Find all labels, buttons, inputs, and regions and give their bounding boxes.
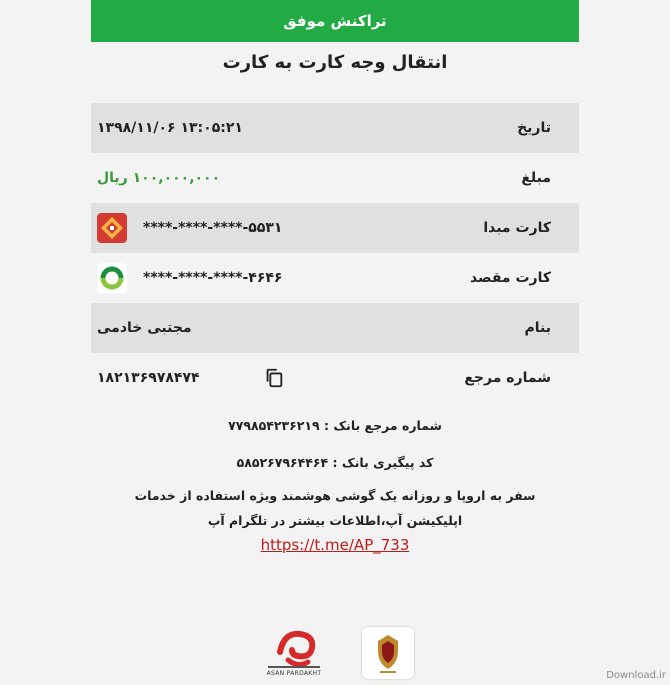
row-destination-card <box>91 253 579 303</box>
reference-label: شماره مرجع <box>464 370 551 386</box>
destination-card-number: ****-****-****-۴۶۴۶ <box>143 270 283 286</box>
row-date <box>91 103 579 153</box>
destination-card-label: کارت مقصد <box>469 270 551 286</box>
source-card-label: کارت مبدا <box>483 220 551 236</box>
status-text: تراکنش موفق <box>283 12 387 30</box>
tracking-code-text: کد پیگیری بانک : ۵۸۵۲۶۷۹۶۴۴۶۴ <box>236 455 434 470</box>
watermark: Download.ir <box>606 670 666 681</box>
page-title: انتقال وجه کارت به کارت <box>222 52 448 73</box>
bank-reference-text: شماره مرجع بانک : ۷۷۹۸۵۴۲۳۶۲۱۹ <box>228 418 442 433</box>
amount-label: مبلغ <box>521 170 551 186</box>
holder-name-value: مجتبی خادمی <box>97 320 192 336</box>
source-card-number: ****-****-****-۵۵۳۱ <box>143 220 283 236</box>
holder-name-label: بنام <box>524 320 551 336</box>
promo-line-2: اپلیکیشن آپ،اطلاعات بیشتر در تلگرام آپ <box>207 513 463 528</box>
date-value: ۱۳۹۸/۱۱/۰۶ ۱۳:۰۵:۲۱ <box>97 120 243 136</box>
row-reference <box>91 353 579 403</box>
date-label: تاریخ <box>517 120 551 136</box>
row-source-card <box>91 203 579 253</box>
status-bar <box>91 0 579 42</box>
amount-value: ۱۰۰,۰۰۰,۰۰۰ ریال <box>97 170 221 186</box>
promo-line-1: سفر به اروپا و روزانه یک گوشی هوشمند ویژه استفاده از خدمات <box>134 488 536 503</box>
row-holder-name <box>91 303 579 353</box>
bank-sepah-logo <box>97 263 127 293</box>
copy-icon[interactable] <box>263 367 285 389</box>
asan-pardakht-caption: ASAN PARDAKHT <box>266 670 322 677</box>
bank-melli-logo <box>362 627 414 679</box>
telegram-link[interactable]: https://t.me/AP_733 <box>260 536 410 554</box>
bank-mellat-logo <box>97 213 127 243</box>
reference-value: ۱۸۲۱۳۶۹۷۸۴۷۴ <box>97 370 200 386</box>
row-amount <box>91 153 579 203</box>
